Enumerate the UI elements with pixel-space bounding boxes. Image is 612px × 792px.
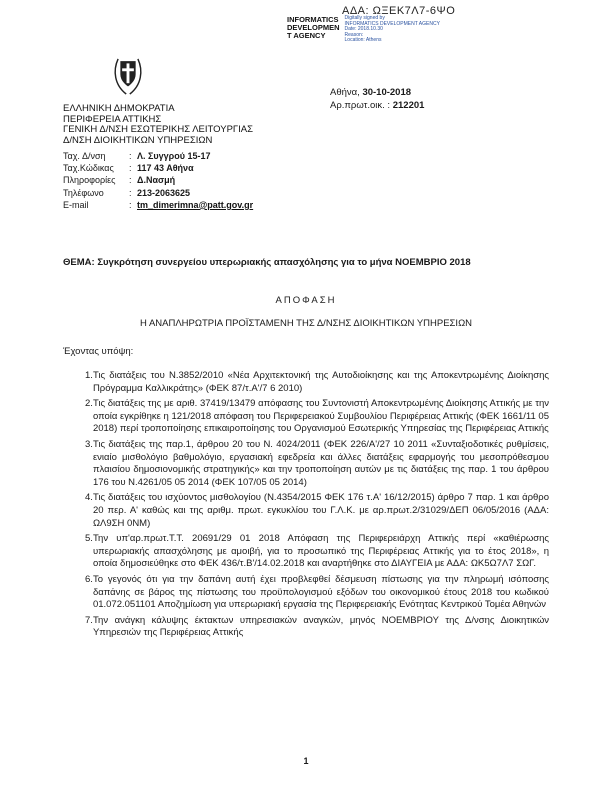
signature-line: Location: Athens <box>344 37 382 44</box>
organization-lines <box>63 104 293 146</box>
item-number: 6. <box>85 573 93 585</box>
item-number: 5. <box>85 533 93 545</box>
colon-separator: : <box>129 175 132 186</box>
considerations-list <box>63 370 549 643</box>
date-value: 30-10-2018 <box>362 87 412 98</box>
contact-label: Ταχ. Δ/νση <box>63 151 106 161</box>
signature-line: Date: 2018.10.30 <box>344 26 383 33</box>
date-protocol-block <box>330 86 424 112</box>
contact-label: Πληροφορίες <box>63 175 116 186</box>
protocol-value: 212201 <box>392 100 425 111</box>
consideration-item <box>63 439 549 489</box>
item-number: 7. <box>85 614 93 626</box>
contact-value: 117 43 Αθήνα <box>137 163 194 174</box>
signature-details <box>345 16 440 44</box>
place-date-line <box>330 86 424 99</box>
contact-row-postal-code <box>63 162 293 174</box>
agency-line: INFORMATICS <box>287 15 339 24</box>
greek-national-emblem-icon <box>63 56 193 101</box>
signer-agency-name <box>287 16 340 44</box>
deciding-authority: Η ΑΝΑΠΛΗΡΩΤΡΙΑ ΠΡΟΪΣΤΑΜΕΝΗ ΤΗΣ Δ/ΝΣΗΣ ΔΙΟΙΚΗΤΙΚΩΝ ΥΠΗΡΕΣΙΩΝ <box>139 318 473 329</box>
contact-label: Τηλέφωνο <box>63 187 104 198</box>
page-number: 1 <box>303 756 309 766</box>
consideration-item <box>63 574 549 612</box>
item-number: 1. <box>85 370 93 381</box>
colon-separator: : <box>129 151 132 161</box>
item-text: Τις διατάξεις της με αριθ. 37419/13479 απόφασης του Συντονιστή Αποκεντρωμένης Διοίκησης Αττικής με την οποία εγκρίθηκε η 121/2018 απόφαση του Περιφερειακού Συμβουλίου Περιφέρειας Αττικής (ΦΕΚ 1661/11 05 2018) περί τροποποίησης επικαιροποίησης του Οργανισμού Εσωτερικής Υπηρεσίας της Περιφέρειας Αττικής <box>92 398 549 435</box>
consideration-item <box>63 398 549 436</box>
item-text: Την υπ'αρ.πρωτ.Τ.Τ. 20691/29 01 2018 Απόφαση της Περιφερειάρχη Αττικής περί «καθιέρωσης υπερωριακής απασχόλησης με αμοιβή, για το προσωπικό της Περιφέρειας Αττικής για το έτος 2018», η οποία δημοσιεύθηκε στο ΦΕΚ 436/τ.Β'/14.02.2018 και αναρτήθηκε στο ΔΙΑΥΓΕΙΑ με ΑΔΑ: ΩΚ5Ω7Λ7 ΣΩΓ. <box>92 533 549 570</box>
org-line-republic: ΕΛΛΗΝΙΚΗ ΔΗΜΟΚΡΑΤΙΑ <box>63 103 175 114</box>
item-number: 2. <box>85 398 93 410</box>
item-number: 3. <box>85 438 93 450</box>
org-line-general-directorate: ΓΕΝΙΚΗ Δ/ΝΣΗ ΕΣΩΤΕΡΙΚΗΣ ΛΕΙΤΟΥΡΓΙΑΣ <box>63 124 253 135</box>
preamble: Έχοντας υπόψη: <box>63 346 134 357</box>
colon-separator: : <box>129 187 132 198</box>
contact-details <box>63 150 293 211</box>
consideration-item <box>63 370 549 395</box>
agency-line: DEVELOPMEN <box>287 23 340 32</box>
contact-value: 213-2063625 <box>137 187 191 198</box>
decision-title: ΑΠΟΦΑΣΗ <box>275 295 337 306</box>
digital-signature-stamp <box>287 16 440 44</box>
signature-line: Reason: <box>344 31 364 38</box>
item-text: Το γεγονός ότι για την δαπάνη αυτή έχει προβλεφθεί δέσμευση πίστωσης για την πληρωμή ισόποσης δαπάνης σε βάρος της πίστωσης του προϋπολογισμού εξόδων του οικονομικού έτους 2018 του κωδικού 01.072.051101 Αποζημίωση για υπερωριακή εργασία της Περιφερειακής Ενότητας Κεντρικού Τομέα Αθηνών <box>92 573 549 611</box>
ada-label: ΑΔΑ: <box>342 5 370 17</box>
org-line-directorate: Δ/ΝΣΗ ΔΙΟΙΚΗΤΙΚΩΝ ΥΠΗΡΕΣΙΩΝ <box>63 134 213 146</box>
place-label: Αθήνα, <box>330 87 360 98</box>
ada-value: ΩΞΕΚ7Λ7-6ΨΟ <box>372 5 456 17</box>
subject-label: ΘΕΜΑ: <box>63 257 95 268</box>
email-link[interactable]: tm_dimerimna@patt.gov.gr <box>137 199 254 210</box>
item-number: 4. <box>85 492 93 504</box>
letterhead <box>63 56 293 211</box>
signature-line: Digitally signed by <box>344 15 385 21</box>
item-text: Την ανάγκη κάλυψης έκτακτων υπηρεσιακών αναγκών, μηνός ΝΟΕΜΒΡΙΟΥ της Δ/νσης Διοικητικών Υπηρεσιών της Περιφέρειας Αττικής <box>92 614 549 639</box>
signature-line: INFORMATICS DEVELOPMENT AGENCY <box>344 20 440 27</box>
contact-row-email <box>63 199 293 211</box>
contact-row-address <box>63 150 293 162</box>
contact-label: Ταχ.Κώδικας <box>63 163 114 174</box>
colon-separator: : <box>129 199 132 210</box>
contact-value: Δ.Νασμή <box>137 175 176 186</box>
consideration-item <box>63 615 549 640</box>
protocol-line <box>330 99 424 112</box>
org-line-region: ΠΕΡΙΦΕΡΕΙΑ ΑΤΤΙΚΗΣ <box>63 113 162 125</box>
contact-label: E-mail <box>63 199 89 210</box>
contact-value: Λ. Συγγρού 15-17 <box>137 151 211 161</box>
subject-text: Συγκρότηση συνεργείου υπερωριακής απασχόλησης για το μήνα ΝΟΕΜΒΡΙΟ 2018 <box>97 257 471 268</box>
item-text: Τις διατάξεις της παρ.1, άρθρου 20 του Ν. 4024/2011 (ΦΕΚ 226/Α'/27 10 2011 «Συνταξιοδοτικές ρυθμίσεις, ενιαίο μισθολόγιο βαθμολόγιο, εργασιακή εφεδρεία και άλλες διατάξεις εφαρμογής του μεσοπρόθεσμου πλαισίου δημοσιονομικής στρατηγικής» και την τροποποίηση αυτών με τις διατάξεις της παρ. 1 του άρθρου 176 του Ν.4261/05 05 2014 (ΦΕΚ 107/05 05 2014) <box>92 438 549 488</box>
consideration-item <box>63 492 549 530</box>
item-text: Τις διατάξεις του Ν.3852/2010 «Νέα Αρχιτεκτονική της Αυτοδιοίκησης και της Αποκεντρωμένης Διοίκησης Πρόγραμμα Καλλικράτης» (ΦΕΚ 87/τ.Α'/7 6 2010) <box>92 370 549 394</box>
agency-line: T AGENCY <box>287 31 326 40</box>
subject-paragraph <box>63 256 531 269</box>
consideration-item <box>63 533 549 571</box>
item-text: Τις διατάξεις του ισχύοντος μισθολογίου (Ν.4354/2015 ΦΕΚ 176 τ.Α' 16/12/2015) άρθρο 7 παρ. 1 και άρθρο 20 περ. Α' καθώς και της αριθμ. πρωτ. εγκυκλίου του Γ.Λ.Κ. με αρ.πρωτ.2/31029/ΔΕΠ 06/05/2016 (ΑΔΑ: ΩΛ9ΣΗ 0ΝΜ) <box>92 492 549 529</box>
contact-row-information <box>63 174 293 186</box>
colon-separator: : <box>129 163 132 174</box>
protocol-label: Αρ.πρωτ.οικ. : <box>330 100 391 111</box>
contact-row-telephone <box>63 187 293 199</box>
